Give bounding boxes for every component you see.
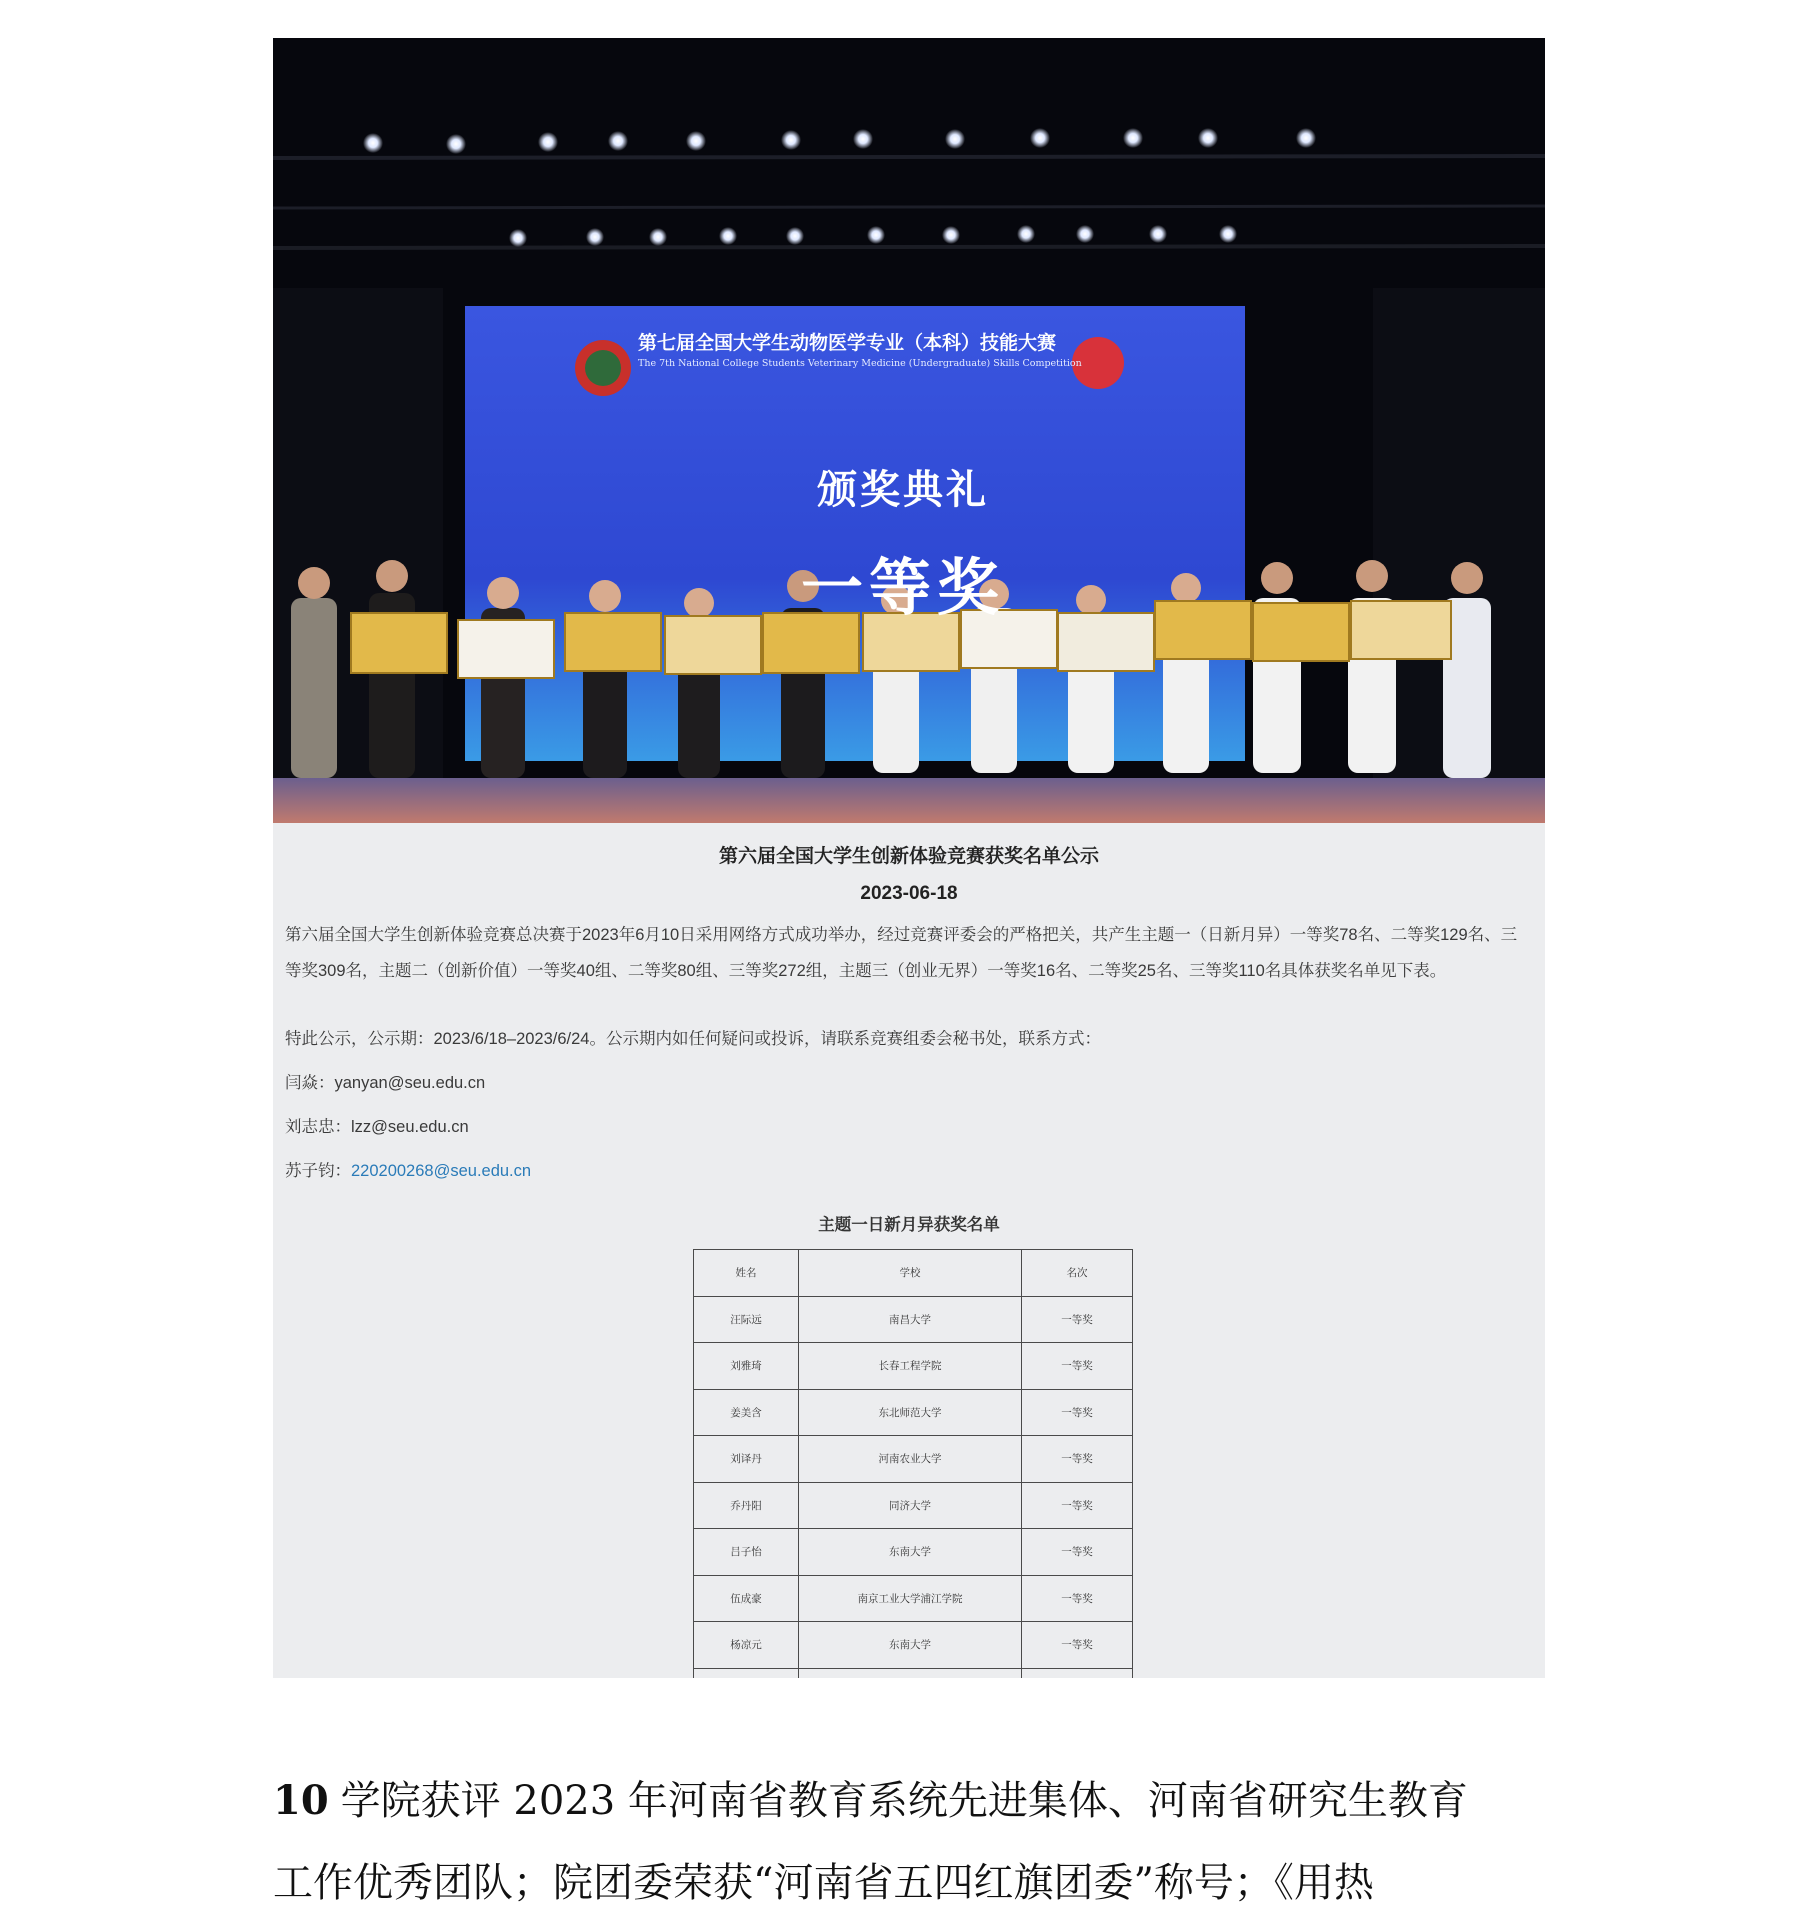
cell-school: 东北师范大学 — [799, 1389, 1022, 1436]
contact-suzijun-email-link[interactable]: 220200268@seu.edu.cn — [351, 1162, 532, 1180]
announcement-screenshot — [273, 823, 1545, 1678]
announcement-title: 第六届全国大学生创新体验竞赛获奖名单公示 — [718, 846, 1099, 867]
header-rank: 名次 — [1022, 1250, 1133, 1297]
cell-rank: 一等奖 — [1022, 1296, 1133, 1343]
announcement-date: 2023-06-18 — [860, 883, 958, 904]
cell-rank: 一等奖 — [1022, 1482, 1133, 1529]
cell-school: 南昌大学 — [799, 1296, 1022, 1343]
cell-name: 乔丹阳 — [694, 1482, 799, 1529]
cell-name: 刘译丹 — [694, 1436, 799, 1483]
screen-prize-text: 一等奖 — [800, 551, 1005, 624]
cell-name: 伍成豪 — [694, 1575, 799, 1622]
cell-school: 东南大学 — [799, 1529, 1022, 1576]
table-row-partial — [694, 1668, 1133, 1678]
table-row — [694, 1575, 1133, 1622]
award-table — [693, 1249, 1133, 1678]
award-ceremony-photo — [273, 38, 1545, 823]
table-row — [694, 1622, 1133, 1669]
table-header-row — [694, 1250, 1133, 1297]
cell-school: 河南农业大学 — [799, 1436, 1022, 1483]
cell-name: 姜美含 — [694, 1389, 799, 1436]
cell-rank: 一等奖 — [1022, 1343, 1133, 1390]
cell-rank: 一等奖 — [1022, 1575, 1133, 1622]
cell-name: 吕子怡 — [694, 1529, 799, 1576]
screen-title-cn: 第七届全国大学生动物医学专业（本科）技能大赛 — [638, 332, 1057, 354]
stage-floor — [273, 778, 1545, 823]
contact-suzijun-label: 苏子钧： — [285, 1162, 351, 1180]
header-school: 学校 — [799, 1250, 1022, 1297]
bottom-line-1-text: 学院获评 2023 年河南省教育系统先进集体、河南省研究生教育 — [340, 1778, 1468, 1824]
table-row — [694, 1529, 1133, 1576]
header-name: 姓名 — [694, 1250, 799, 1297]
bottom-line-2: 工作优秀团队；院团委荣获“河南省五四红旗团委”称号；《用热 — [273, 1860, 1374, 1906]
cell-school: 南京工业大学浦江学院 — [799, 1575, 1022, 1622]
screen-ceremony-text: 颁奖典礼 — [817, 467, 989, 513]
cell-rank: 一等奖 — [1022, 1436, 1133, 1483]
screen-title-en: The 7th National College Students Veterinary Medicine (Undergraduate) Skills Competition — [638, 358, 1082, 369]
bottom-paragraph — [273, 1760, 1553, 1924]
table-row — [694, 1436, 1133, 1483]
cell-rank: 一等奖 — [1022, 1622, 1133, 1669]
cell-name: 汪际远 — [694, 1296, 799, 1343]
contact-liuzhizhong: 刘志忠：lzz@seu.edu.cn — [285, 1118, 469, 1136]
cell-school: 东南大学 — [799, 1622, 1022, 1669]
announcement-notice: 特此公示，公示期：2023/6/18–2023/6/24。公示期内如任何疑问或投诉，请联系竞赛组委会秘书处，联系方式： — [285, 1030, 1101, 1048]
award-table-title: 主题一日新月异获奖名单 — [818, 1216, 1000, 1234]
table-row — [694, 1389, 1133, 1436]
cell-rank: 一等奖 — [1022, 1389, 1133, 1436]
item-number: 10 — [273, 1777, 329, 1824]
table-row — [694, 1482, 1133, 1529]
cell-name: 杨凉元 — [694, 1622, 799, 1669]
cell-school: 长春工程学院 — [799, 1343, 1022, 1390]
table-row — [694, 1343, 1133, 1390]
announcement-body: 第六届全国大学生创新体验竞赛总决赛于2023年6月10日采用网络方式成功举办，经过竞赛评委会的严格把关，共产生主题一（日新月异）一等奖78名、二等奖129名、三等奖309名，主题二（创新价值）一等奖40组、二等奖80组、三等奖272组，主题三（创业无界）一等奖16名、二等奖25名、三等奖110名具体获奖名单见下表。 — [285, 926, 1518, 980]
bottom-line-1 — [273, 1760, 1553, 1842]
table-row — [694, 1296, 1133, 1343]
stage-illustration — [273, 38, 1545, 823]
contact-suzijun — [285, 1157, 531, 1181]
cell-school: 同济大学 — [799, 1482, 1022, 1529]
contact-yanyan: 闫焱：yanyan@seu.edu.cn — [285, 1074, 486, 1092]
cell-name: 刘雅琦 — [694, 1343, 799, 1390]
cell-rank: 一等奖 — [1022, 1529, 1133, 1576]
